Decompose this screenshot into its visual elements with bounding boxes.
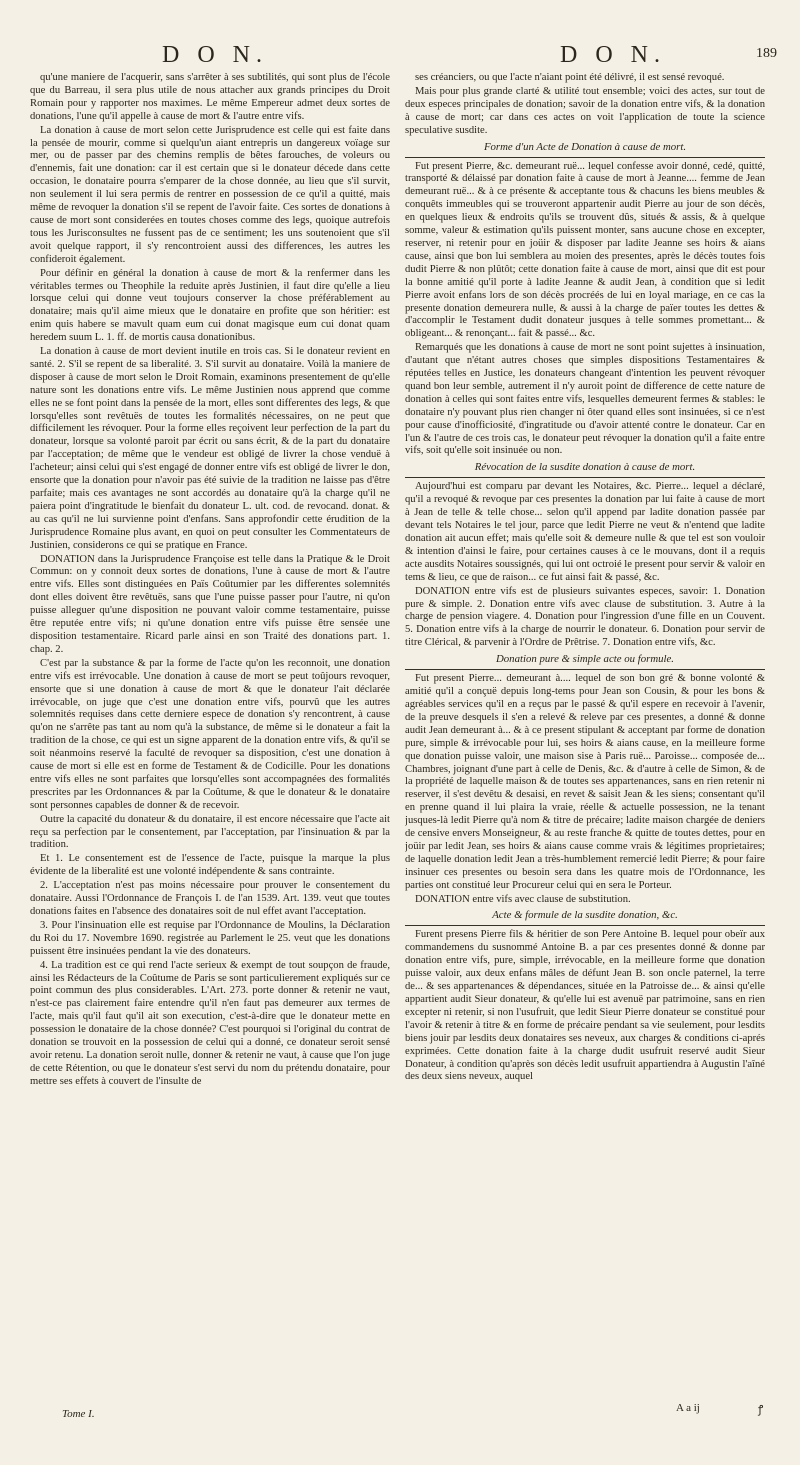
left-paragraph: La donation à cause de mort devient inutile en trois cas. Si le donateur revient en santé. 2. S'il se repent de sa liberalité. 3. S'il survit au donataire. Voilà la maniere de disposer à cause de mort selon le Droit Romain, examinons presentement de qu'elle nature sont les donations entre vifs. Le même Justinien nous apprend que comme elles ne se font point dans la pensée de la mort, elles sont differentes des legs, & que lorsqu'elles sont revêtuës de toutes les formalités nécessaires, on ne peut que difficilement les révoquer. Pour la forme elles reçoivent leur perfection de la part du donateur, lorsque sa volonté paroit par écrit ou sans écrit, & de la part du donataire par l'acceptation; de même que le vendeur est obligé de livrer la chose venduë à l'acheteur; ainsi celui qui s'est engagé de donner entre vifs est obligé de livrer le don, ensorte que la donation pour n'avoir pas été suivie de la tradition ne laisse pas d'être parfaite; mais ces avantages ne sont accordés au donataire qu'à la charge qu'il ne paiera point d'ingratitude le bienfait du donateur L. ult. cod. de revocand. donat. & au cas qu'il ne lui survienne point d'enfans. Sans approfondir cette érudition de la Jurisprudence Romaine plus avant, en quoi on peut consulter les Commentateurs de Justinien, considerons ce qui se pratique en France. xyxy=(30,346,390,551)
right-paragraph: Fut present Pierre, &c. demeurant ruë... lequel confesse avoir donné, cedé, quitté, transporté & délaissé par donation faite à cause de mort à Jeanne.... femme de Jean demeurant ruë... & à ce présente & acceptante tous & chacuns les biens meubles & conquêts immeubles qui se trouveront appartenir audit Pierre au jour de son décès, en quelques lieux & endroits qu'ils se trouvent dûs, situés & assis, & à quelque somme, valeur & estimation qu'ils puissent monter, sans aucune chose en excepter, reserver, ni retenir pour en joüir & disposer par ladite Jeanne ses hoirs & aians cause, ainsi que bon lui semblera au moien des presentes, après le décès toutes fois dudit Pierre & non plûtôt; cette donation faite à cause de mort, ainsi que dit est pour la bonne amitié qu'il porte à ladite Jeanne & audit Jean, à condition que si ledit Pierre avoit enfans lors de son décès procréés de lui en loyal mariage, en ce cas la presente donation demeurera nulle, & aussi à la charge de païer toutes les dettes & d'accomplir le Testament dudit donateur jusques à telle sommes promettant... & obligeant... & renonçant... fait & passé... &c. xyxy=(405,160,765,340)
left-column xyxy=(30,72,390,1402)
right-paragraph: Furent presens Pierre fils & héritier de son Pere Antoine B. lequel pour obeïr aux commandemens du susnommé Antoine B. a par ces presentes donné & donne par donation entre vifs, pure, simple, irrévocable, en la meilleure forme que donation puisse valoir, aux deux enfans mâles de défunt Jean B. son oncle paternel, la terre de... & ses appartenances & dépendances, située en la Patroisse de... & ainsi qu'elle appartient audit Sieur donateur, & qu'elle lui est avenuë par patrimoine, sans en rien excepter ni retenir, si non l'usufruit, que ledit Sieur Pierre donateur se constitué pour l'avoir & retenir à titre & en forme de précaire pendant sa vie seulement, pour lesdits biens jouir par lesdits deux donataires ses neveux, aux charges & conditions ci-aprés exprimées. Cette donation faite à la charge dudit usufruit reservé audit Sieur Donateur, à condition qu'après son décès ledit usufruit appartiendra à Augustin l'aîné des deux siens neveux, auquel xyxy=(405,929,765,1083)
volume-label: Tome I. xyxy=(62,1408,95,1420)
left-running-head: D O N. xyxy=(162,42,268,68)
left-paragraph: Et 1. Le consentement est de l'essence de l'acte, puisque la marque la plus évidente de la liberalité est une volonté indépendente & sans contrainte. xyxy=(30,853,390,878)
left-paragraph: 2. L'acceptation n'est pas moins nécessaire pour prouver le consentement du donataire. Aussi l'Ordonnance de François I. de l'an 1539. Art. 139. veut que toutes donations faites en l'absence des donataires soit de nul effet avant l'acceptation. xyxy=(30,880,390,917)
right-paragraph: Aujourd'hui est comparu par devant les Notaires, &c. Pierre... lequel a déclaré, qu'il a revoqué & revoque par ces presentes la donation par lui faite à cause de mort à Jean de telle & telle chose... selon qu'il append par ladite donation passée par devant tels Notaires le tel jour, parce que ledit Pierre ne veut & n'entend que ladite donation ait aucun effet; mais qu'elle soit & demeure nulle & que tel est son vouloir & intention d'ainsi le faire, pour certaines causes à ce le mouvans, dont il a requis acte ausdits Notaires soussignés, qui lui ont octroié le present pour servir & valoir en tems & lieu, ce que de raison... ce fut ainsi fait & passé, &c. xyxy=(405,481,765,583)
section-heading: Donation pure & simple acte ou formule. xyxy=(495,653,675,666)
left-paragraph: qu'une maniere de l'acquerir, sans s'arrêter à ses subtilités, qui sont plus de l'école que du Barreau, il sera plus utile de nous attacher aux grands principes du Droit Romain pour y rapporter nos maximes. Le même Empereur admet deux sortes de donations, l'une qu'il appelle à cause de mort & l'autre entre vifs. xyxy=(30,72,390,122)
ornament-mark: ꝭ xyxy=(758,1404,764,1416)
heading-rule xyxy=(405,925,765,926)
page-number: 189 xyxy=(756,46,777,61)
section-heading: Forme d'un Acte de Donation à cause de mort. xyxy=(483,140,687,153)
right-paragraph: Mais pour plus grande clarté & utilité tout ensemble; voici des actes, sur tout de deux especes principales de donation; savoir de la donation entre vifs, & la donation à cause de mort; car dans ces actes on voit l'application de toute la science speculative susdite. xyxy=(405,85,765,136)
heading-rule xyxy=(405,157,765,158)
left-paragraph: DONATION dans la Jurisprudence Françoise est telle dans la Pratique & le Droit Commun: on y connoit deux sortes de donations, l'une à cause de mort & l'autre entre vifs. Elles sont distinguées en Païs Coûtumier par les differentes solemnités dont elles doivent être revêtuës, sans que l'une puisse passer pour l'autre, ni qu'on puisse alleguer qu'une disposition ne pouvant valoir comme testamentaire, puisse être reputée entre vifs; ni qu'une donation entre vifs puisse être sensée une disposition testamentaire. Ricard parle ainsi en son Traité des donations part. 1. chap. 2. xyxy=(30,553,390,655)
heading-rule xyxy=(405,477,765,478)
section-heading: Révocation de la susdite donation à cause de mort. xyxy=(474,461,696,474)
page-header xyxy=(0,42,800,70)
left-paragraph: 4. La tradition est ce qui rend l'acte serieux & exempt de tout soupçon de fraude, ainsi les Rédacteurs de la Coûtume de Paris se sont particulierement expliqués sur ce point commun des plus considerables. L'Art. 273. porte donner & retenir ne vaut, n'est-ce pas clairement faire entendre qu'il n'en faut pas demeurer aux termes de l'acte, mais qu'il faut qu'il ait son execution, c'est-à-dire que le donateur mette en possession le donataire de la chose donnée? C'est pourquoi si l'original du contrat de donation se trouvoit en la possession de celui qui a donné, ce donateur seroit sensé avoir retenu. La donation seroit nulle, donner & retenir ne vaut, à cause que l'on juge de cette Rétention, ou que le donateur s'est servi du nom du prétendu donataire, pour mettre ses effets à couvert de l'insulte de xyxy=(30,959,390,1087)
section-heading: Acte & formule de la susdite donation, &c. xyxy=(492,909,678,922)
right-column xyxy=(405,72,765,1402)
left-paragraph: 3. Pour l'insinuation elle est requise par l'Ordonnance de Moulins, la Déclaration du Roi du 17. Novembre 1690. registrée au Parlement le 25. veut que les donations puissent être insinuées pendant la vie des donateurs. xyxy=(30,919,390,957)
left-paragraph: C'est par la substance & par la forme de l'acte qu'on les reconnoit, une donation entre vifs est irrévocable. Une donation à cause de mort se peut toûjours revoquer, ensorte que si une donation à cause de mort & que le donateur l'ait déclarée irrévocable, on juge que c'est une donation entre vifs, pourvû que les autres solemnités requises dans cette derniere espece de donation s'y rencontrent, à cause qu'on ne s'arrête pas tant au nom qu'à la substance, de même si le donateur a fait la tradition de la chose, ce qui est un signe apparent de la donation entre vifs, & qu'il se soit néanmoins reservé la faculté de revoquer sa disposition, c'est une donation à cause de mort si elle est en forme de Testament & de Codicille. Pour les donations entre vifs elles ne sont parfaites que lorsqu'elles sont accompagnées des formalités prescrites par les Ordonnances & par la Coûtume, & que le donateur & le donataire sont personnes capables de donner & de recevoir. xyxy=(30,657,390,811)
left-paragraph: Outre la capacité du donateur & du donataire, il est encore nécessaire que l'acte ait reçu sa perfection par le consentement, par l'acceptation, par l'insinuation & par la tradition. xyxy=(30,813,390,851)
right-paragraph: Remarqués que les donations à cause de mort ne sont point sujettes à insinuation, d'autant que n'étant autres choses que simples dispositions Testamentaires & réputées telles en Justice, les donateurs changeant d'intention les peuvent révoquer quand bon leur semble, autrement il n'y auroit point de difference de cette nature de donation à celles qui sont faites entre vifs, lesquelles demeurent fermes & stables: le donataire n'y pouvant plus rien changer ni ôter quand elles sont insinuées, si ce n'est pour cause d'inofficiosité, d'ingratitude ou d'avoir attenté contre le donateur. Car en l'un & l'autre de ces trois cas, le donateur peut révoquer la donation qu'il a faite entre vifs, soit qu'elle soit insinuée ou non. xyxy=(405,342,765,457)
right-running-head: D O N. xyxy=(560,42,666,68)
right-paragraph: Fut present Pierre... demeurant à.... lequel de son bon gré & bonne volonté & amitié qu'il a conçuë depuis long-tems pour Jean son Cousin, & pour les bons & agréables services qu'il en a reçus par le passé & qu'il espere en recevoir à l'avenir, de la preuve desquels il s'en a relevé & releve par ces presentes, a donné & donne audit Jean demeurant à... & à ce present stipulant & acceptant par forme de donation pure, simple & irrévocable pour lui, ses hoirs & aians cause, en la meilleure forme que donation puisse valoir, une maison sise à Paris ruë... Paroisse... composée de... Chambres, joignant d'une part à celle de Denis, &c. & d'autre à celle de Simon, & de la propriété de laquelle maison & de toutes ses appartenances, sans en rien retenir ni reserver, il s'est devêtu & desaisi, en revet & saisit Jean & les siens; consentant qu'il en prenne quand il lui plaira la vraie, réelle & actuelle possession, ne la tenant jusques-là ledit Pierre qu'à nom & titre de précaire; ladite maison chargée de deniers de censive envers Monseigneur, & au reste franche & quitte de toutes dettes, pour en joüir par ledit Jean, ses hoirs & aians cause comme vrais & légitimes proprietaires; de laquelle donation ledit Jean a très-humblement remercié ledit Pierre; & pour faire insinuer ces presentes ou besoin sera dans les quatre mois de l'Ordonnance, les parties ont constitué leur Procureur celui qui en sera le Porteur. xyxy=(405,673,765,891)
left-paragraph: La donation à cause de mort selon cette Jurisprudence est celle qui est faite dans la pensée de mourir, comme si quelqu'un aiant entrepris un dangereux voïage sur mer, ou de passer par des chemins remplis de bêtes farouches, de voleurs ou d'ennemis, fait une donation: car il est certain que si le donateur décede dans cette occasion, le donataire pourra s'emparer de la chose donnée, au lieu que s'il survit, non seulement il lui sera permis de rentrer en possession de ce qu'il a quitté, mais même de revoquer la donation s'il se repent de l'avoir faite. Ces sortes de donations à cause de mort sont considerées en toutes choses comme des legs, quoique autrefois tous les Jurisconsultes ne fussent pas de ce sentiment; les uns soutenoient que s'il avoit quelque rapport, il s'y rencontroient aussi des differences, les autres les confideroit également. xyxy=(30,124,390,265)
signature-mark: A a ij xyxy=(676,1402,700,1414)
right-paragraph: DONATION entre vifs est de plusieurs suivantes especes, savoir: 1. Donation pure & simple. 2. Donation entre vifs avec clause de substitution. 3. Autre à la charge de pension viagere. 4. Donation pour l'ingression d'une fille en un Couvent. 5. Donation entre vifs à la charge de nourrir le donateur. 6. Donation pour servir de titre Clérical, & parvenir à l'Ordre de Prêtrise. 7. Donation entre vifs, &c. xyxy=(405,585,765,649)
heading-rule xyxy=(405,669,765,670)
right-paragraph: ses créanciers, ou que l'acte n'aiant point été délivré, il est sensé revoqué. xyxy=(415,72,725,83)
left-paragraph: Pour définir en général la donation à cause de mort & la renfermer dans les véritables termes ou Theophile la reduite après Justinien, il faut dire qu'elle a lieu lorsque celui qui donne veut toujours conserver la chose préférablement au donataire; mais qu'il aime mieux que le donataire en profite que son héritier: est enim quis habere se mavult quam eum cui donat magisque eum cui donat quam heredem suum L. 1. ff. de mortis causa donationibus. xyxy=(30,267,390,344)
right-paragraph: DONATION entre vifs avec clause de substitution. xyxy=(415,893,631,905)
page-footer xyxy=(0,1402,800,1428)
